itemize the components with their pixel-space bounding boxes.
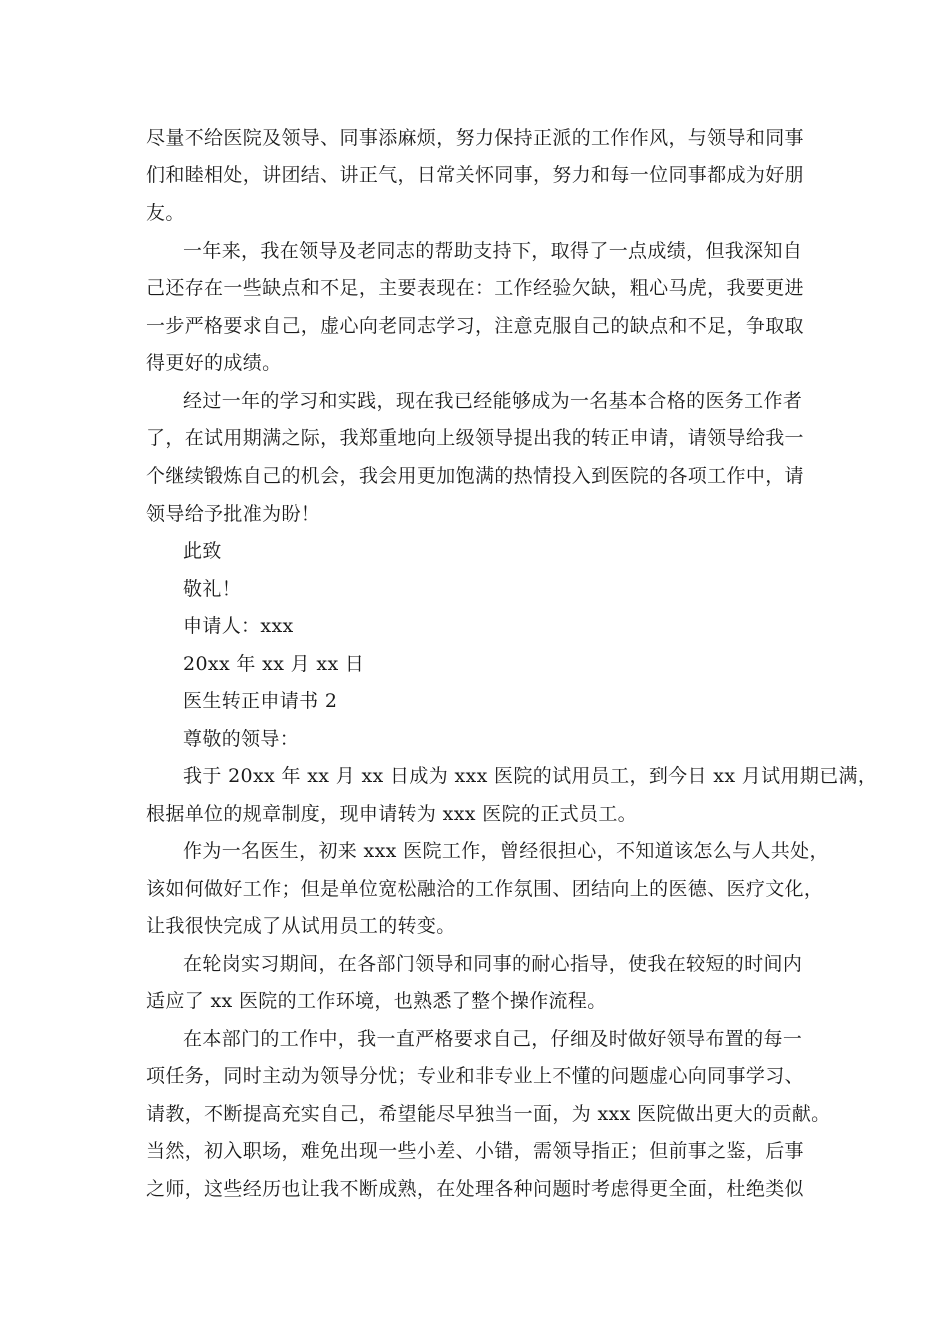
paragraph-first-line: 在轮岗实习期间，在各部门领导和同事的耐心指导，使我在较短的时间内	[183, 953, 803, 975]
text-line: 友。	[146, 202, 185, 224]
text-line: 领导给予批准为盼！	[146, 503, 321, 525]
text-line: 该如何做好工作；但是单位宽松融洽的工作氛围、团结向上的医德、医疗文化，	[146, 878, 824, 900]
text-line: 请教，不断提高充实自己，希望能尽早独当一面，为 xxx 医院做出更大的贡献。	[146, 1103, 831, 1125]
paragraph-first-line: 一年来，我在领导及老同志的帮助支持下，取得了一点成绩，但我深知自	[183, 240, 803, 262]
text-line: 当然，初入职场，难免出现一些小差、小错，需领导指正；但前事之鉴，后事	[146, 1140, 804, 1162]
greeting: 尊敬的领导：	[183, 728, 300, 750]
text-line: 适应了 xx 医院的工作环境，也熟悉了整个操作流程。	[146, 990, 607, 1012]
text-line: 们和睦相处，讲团结、讲正气，日常关怀同事，努力和每一位同事都成为好朋	[146, 164, 804, 186]
closing-salutation: 此致	[183, 540, 222, 562]
text-line: 个继续锻炼自己的机会，我会用更加饱满的热情投入到医院的各项工作中，请	[146, 465, 804, 487]
text-line: 项任务，同时主动为领导分忧；专业和非专业上不懂的问题虚心向同事学习、	[146, 1065, 804, 1087]
paragraph-first-line: 经过一年的学习和实践，现在我已经能够成为一名基本合格的医务工作者	[183, 390, 803, 412]
paragraph-first-line: 我于 20xx 年 xx 月 xx 日成为 xxx 医院的试用员工，到今日 xx 月试用期已满，	[183, 765, 878, 787]
closing-regards: 敬礼！	[183, 578, 242, 600]
text-line: 一步严格要求自己，虚心向老同志学习，注意克服自己的缺点和不足，争取取	[146, 315, 804, 337]
text-line: 尽量不给医院及领导、同事添麻烦，努力保持正派的工作作风，与领导和同事	[146, 127, 804, 149]
application-date: 20xx 年 xx 月 xx 日	[183, 653, 365, 675]
text-line: 了，在试用期满之际，我郑重地向上级领导提出我的转正申请，请领导给我一	[146, 427, 804, 449]
section-title: 医生转正申请书 2	[183, 690, 338, 712]
text-line: 己还存在一些缺点和不足，主要表现在：工作经验欠缺，粗心马虎，我要更进	[146, 277, 804, 299]
text-line: 根据单位的规章制度，现申请转为 xxx 医院的正式员工。	[146, 803, 638, 825]
paragraph-first-line: 在本部门的工作中，我一直严格要求自己，仔细及时做好领导布置的每一	[183, 1028, 803, 1050]
text-line: 让我很快完成了从试用员工的转变。	[146, 915, 456, 937]
paragraph-first-line: 作为一名医生，初来 xxx 医院工作，曾经很担心，不知道该怎么与人共处，	[183, 840, 829, 862]
text-line: 之师，这些经历也让我不断成熟，在处理各种问题时考虑得更全面，杜绝类似	[146, 1178, 804, 1200]
applicant-name: 申请人：xxx	[183, 615, 294, 637]
text-line: 得更好的成绩。	[146, 352, 282, 374]
